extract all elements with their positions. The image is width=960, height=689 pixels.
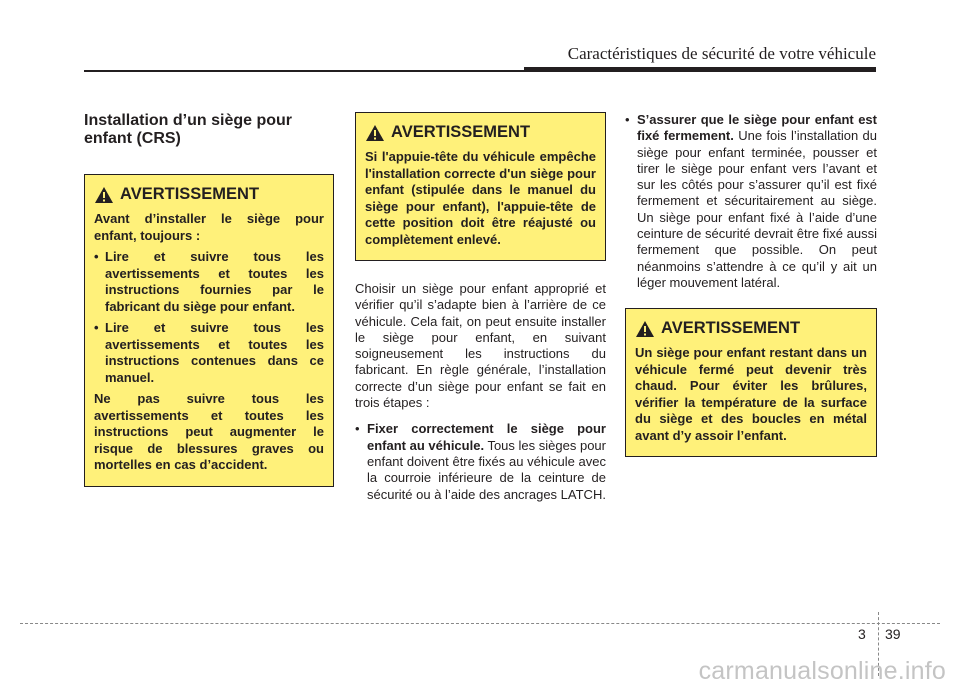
bullet-text: Lire et suivre tous les avertissements et toutes les instructions contenues dans ce manuel. (105, 320, 324, 385)
bullet-icon: • (625, 112, 630, 127)
warning-box-3 (625, 308, 877, 457)
step-title: S’assurer que le siège pour enfant est fixé fermement. (637, 112, 877, 144)
step-item (625, 112, 877, 291)
warning-triangle-icon (635, 320, 655, 338)
warning-body (94, 211, 324, 474)
warning-header (635, 319, 867, 338)
warning-box-1 (84, 174, 334, 487)
footer-rule (20, 623, 940, 624)
header-rule-accent (524, 67, 876, 72)
warning-intro: Avant d’installer le siège pour enfant, toujours : (94, 211, 324, 243)
warning-bullet (94, 320, 324, 386)
bullet-icon: • (94, 249, 99, 264)
chapter-number: 3 (858, 626, 866, 642)
warning-bullet (94, 249, 324, 315)
step-description: Tous les sièges pour enfant doivent être fixés au véhicule avec la courroie inférieure de la ceinture de sécurité ou à l’aide des ancrages LATCH. (367, 437, 606, 502)
warning-triangle-icon (94, 186, 114, 204)
section-title: Installation d’un siège pour enfant (CRS) (84, 112, 293, 147)
body-paragraph: Choisir un siège pour enfant approprié et vérifier qu’il s’adapte bien à l’arrière de ce véhicule. Cela fait, on peut ensuite installer le siège pour enfant, en suivant soigneusement les instructions du fabricant. En règle générale, l’installation correcte d’un siège pour enfant se fait en trois étapes : (355, 281, 606, 411)
bullet-text: Lire et suivre tous les avertissements et toutes les instructions fournies par le fabricant du siège pour enfant. (105, 249, 324, 314)
page-number: 39 (885, 626, 901, 642)
step-text (637, 112, 877, 291)
bullet-icon: • (94, 320, 99, 335)
column-right (625, 112, 877, 457)
step-title: Fixer correctement le siège pour enfant au véhicule. (367, 421, 606, 453)
step-item (355, 421, 606, 502)
step-description: Une fois l’installation du siège pour enfant terminée, pousser et tirer le siège pour enfant vers l’avant et sur les côtés pour s’assurer qu’il est fixé fermement et sécuritairement au siège. Un siège pour enfant fixé à l’aide d’une ceinture de sécurité devrait être fixé aussi fermement que possible. On peut néanmoins s’attendre à ce qu’il y ait un léger mouvement latéral. (637, 128, 877, 290)
watermark: carmanualsonline.info (698, 657, 946, 685)
warning-heading: AVERTISSEMENT (661, 319, 801, 338)
warning-heading: AVERTISSEMENT (120, 185, 260, 203)
step-text (367, 421, 606, 502)
page-header-title: Caractéristiques de sécurité de votre véhicule (567, 44, 876, 63)
warning-triangle-icon (365, 124, 385, 142)
bullet-icon: • (355, 421, 360, 437)
warning-heading: AVERTISSEMENT (391, 123, 531, 141)
warning-box-2 (355, 112, 606, 261)
warning-body: Si l'appuie-tête du véhicule empêche l'installation correcte d'un siège pour enfant (stipulée dans le manuel du siège pour enfant), l'appuie-tête de cette position doit être réajusté ou complètement enlevé. (365, 149, 596, 247)
column-middle (355, 112, 606, 503)
warning-header (94, 185, 324, 204)
warning-body: Un siège pour enfant restant dans un véhicule fermé peut devenir très chaud. Pour éviter les brûlures, vérifier la température de la surface du siège et des boucles en métal avant d’y assoir l’enfant. (635, 345, 867, 443)
column-left (84, 112, 334, 487)
warning-outro: Ne pas suivre tous les avertissements et toutes les instructions peut augmenter le risque de blessures graves ou mortelles en cas d’accident. (94, 391, 324, 472)
warning-header (365, 123, 596, 142)
